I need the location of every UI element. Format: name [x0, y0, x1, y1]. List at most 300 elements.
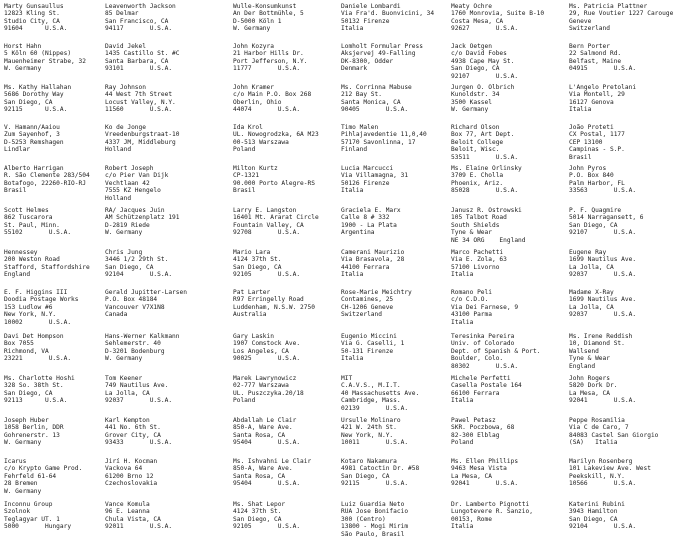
entry-name: Madame X-Ray	[569, 289, 614, 296]
address-line: New York, N.Y.	[4, 311, 57, 319]
address-line: P.O. Box 48184	[105, 296, 158, 304]
entry-name: John Kramer	[233, 84, 274, 91]
address-line: Lungotevere R. Sanzio,	[451, 508, 533, 516]
address-line: 4981 Catoctin Dr. #58	[341, 465, 420, 473]
entry-name: Larry E. Langston	[233, 207, 297, 214]
address-line: Los Angeles, CA	[233, 347, 289, 355]
address-line: W. Germany	[105, 355, 143, 363]
address-line: 12823 Kling St.	[4, 10, 60, 18]
entry-name: Marek Lawrynowicz	[233, 375, 297, 382]
entry-name: Bern Porter	[569, 43, 610, 50]
address-line: 90405 U.S.A.	[341, 106, 409, 114]
address-line: San Diego, CA	[105, 263, 154, 271]
address-line: 82-300 Elblag	[451, 431, 500, 439]
address-line: 92708 U.S.A.	[233, 229, 301, 237]
address-line: An Der Bottmühle, 5	[233, 10, 304, 18]
address-line: Box 7055	[4, 340, 34, 348]
entry-name: Rose-Marie Meichtry	[341, 289, 412, 296]
address-line: Grover City, CA	[105, 431, 161, 439]
address-entry	[105, 375, 235, 405]
entry-name: Chris Jung	[105, 249, 143, 256]
address-line: 92105 U.S.A.	[233, 523, 301, 531]
address-line: 1907 Comstock Ave.	[233, 340, 301, 348]
entry-name: Ms. Ellen Phillips	[451, 458, 519, 465]
address-line: 300 (Centro)	[341, 515, 386, 523]
address-line: 5820 Dork Dr.	[569, 382, 618, 390]
entry-name: Dr. Lamberto Pignotti	[451, 501, 530, 508]
address-line: 1699 Nautilus Ave.	[569, 296, 637, 304]
address-line: 92104 U.S.A.	[105, 271, 173, 279]
address-line: 92037 U.S.A.	[569, 271, 637, 279]
address-line: W. Germany	[451, 106, 489, 114]
address-line: Via E. Zola, 63	[451, 256, 507, 264]
address-line: (SA) Italia	[569, 439, 618, 447]
address-entry	[105, 458, 235, 488]
address-line: England	[569, 362, 596, 370]
address-entry	[569, 458, 699, 488]
address-line: Finland	[341, 146, 368, 154]
address-line: Poland	[451, 439, 474, 447]
address-line: Phoenix, Ariz.	[451, 179, 504, 187]
address-line: c/o Pier Van Dijk	[105, 172, 169, 180]
address-entry	[451, 289, 581, 326]
address-line: 9463 Mesa Vista	[451, 465, 507, 473]
address-line: 92113 U.S.A.	[4, 397, 68, 405]
address-line: 91604 U.S.A.	[4, 25, 68, 33]
address-line: 95404 U.S.A.	[233, 480, 301, 488]
address-line: R97 Erringelly Road	[233, 296, 304, 304]
address-line: Italia	[451, 523, 474, 531]
address-line: Fehrfeld 61-64	[4, 472, 57, 480]
address-entry	[569, 165, 699, 195]
address-line: 16127 Genova	[569, 98, 614, 106]
address-line: 4337 JM, Middleburg	[105, 138, 176, 146]
entry-name: Peppe Rosamilia	[569, 417, 625, 424]
address-line: D-2819 Riede	[105, 221, 150, 229]
address-line: Santa Monica, CA	[341, 98, 401, 106]
address-line: 90.000 Porto Alegre-RS	[233, 179, 315, 187]
entry-name: Leavenworth Jackson	[105, 3, 176, 10]
entry-name: Ms. Corrinna Mabuse	[341, 84, 412, 91]
address-line: Box 77, Art Dept.	[451, 131, 515, 139]
address-line: La Mesa, CA	[451, 472, 492, 480]
address-line: 1435 Castillo St. #C	[105, 50, 180, 58]
address-line: 57170 Savonlinna, 17	[341, 138, 416, 146]
address-line: Via Montell, 29	[569, 91, 625, 99]
address-entry	[451, 207, 581, 244]
address-line: 29, Rue Voutier 1227 Carouge	[569, 10, 674, 18]
entry-name: Pawel Petasz	[451, 417, 496, 424]
address-entry	[569, 84, 699, 114]
address-entry	[105, 333, 235, 363]
address-line: Poland	[233, 397, 256, 405]
entry-name: Timo Malen	[341, 124, 379, 131]
address-line: CX Postal, 1177	[569, 131, 625, 139]
address-entry	[451, 333, 581, 370]
address-line: 92115 U.S.A.	[4, 106, 68, 114]
entry-name: Vance Komula	[105, 501, 150, 508]
address-line: 11560 U.S.A.	[105, 106, 173, 114]
address-line: 44100 Ferrara	[341, 263, 390, 271]
address-line: 3500 Kassel	[451, 98, 492, 106]
address-line: Santa Rosa, CA	[233, 431, 286, 439]
address-entry	[105, 124, 235, 154]
address-line: CH-1206 Geneve	[341, 303, 394, 311]
address-line: 441 No. 6th St.	[105, 424, 161, 432]
address-line: Italia	[341, 355, 364, 363]
address-line: Santa Rosa, CA	[233, 472, 286, 480]
address-line: Argentina	[341, 229, 375, 237]
address-line: Teglagyar UT. 1	[4, 515, 60, 523]
address-line: Czechoslovakia	[105, 480, 158, 488]
address-line: R. São Clemente 283/504	[4, 172, 90, 180]
address-line: CP-1321	[233, 172, 260, 180]
entry-name: Katerini Rubini	[569, 501, 625, 508]
address-line: 11777 U.S.A.	[233, 65, 301, 73]
address-line: 10011 U.S.A.	[341, 439, 409, 447]
address-entry	[451, 249, 581, 279]
entry-name: Gary Laskin	[233, 333, 274, 340]
address-line: 66100 Ferrara	[451, 389, 500, 397]
address-line: San Diego, CA	[4, 389, 53, 397]
entry-name: Marco Pachetti	[451, 249, 504, 256]
entry-name: RA/ Jacques Juin	[105, 207, 165, 214]
address-line: UL. Puszczyka.20/18	[233, 389, 304, 397]
address-entry	[105, 165, 235, 202]
entry-name: Hans-Werner Kalkmann	[105, 333, 180, 340]
address-entry	[451, 165, 581, 195]
address-line: Brasil	[4, 187, 27, 195]
address-line: Santa Barbara, CA	[105, 57, 169, 65]
address-line: 50132 Firenze	[341, 17, 390, 25]
address-line: RUA Jose Bonifacio	[341, 508, 409, 516]
entry-name: Richard Olson	[451, 124, 500, 131]
address-line: San Diego, CA	[4, 98, 53, 106]
address-line: 02139 U.S.A.	[341, 404, 409, 412]
entry-name: Jirí H. Kocman	[105, 458, 158, 465]
address-line: 92011 U.S.A.	[105, 523, 173, 531]
entry-name: P. F. Quagmire	[569, 207, 622, 214]
address-line: 33563 U.S.A.	[569, 187, 637, 195]
address-line: c/o C.D.O.	[451, 296, 489, 304]
address-line: Zum Sayenhof, 3	[4, 131, 60, 139]
address-line: 1900 - La Plata	[341, 221, 397, 229]
entry-name: Joseph Huber	[4, 417, 49, 424]
entry-name: Ms. Shat Lepor	[233, 501, 286, 508]
address-line: Richmond, VA	[4, 347, 49, 355]
address-entry	[569, 375, 699, 405]
address-line: Lindlar	[4, 146, 31, 154]
address-line: San Diego, CA	[341, 472, 390, 480]
address-line: Via Villamagna, 31	[341, 172, 409, 180]
address-line: 95404 U.S.A.	[233, 439, 301, 447]
address-entry	[569, 501, 699, 531]
address-line: Brasil	[233, 187, 256, 195]
address-line: Contamines, 25	[341, 296, 394, 304]
address-line: 23221 U.S.A.	[4, 355, 72, 363]
address-line: 85 Delmar	[105, 10, 139, 18]
address-line: Univ. of Colorado	[451, 340, 515, 348]
address-line: Dept. of Spanish & Port.	[451, 347, 541, 355]
address-line: South Shields	[451, 221, 500, 229]
address-line: 328 So. 38th St.	[4, 382, 64, 390]
address-line: 50126 Firenze	[341, 179, 390, 187]
address-line: Italia	[341, 25, 364, 33]
address-entry	[451, 417, 581, 447]
entry-name: Ida Krol	[233, 124, 263, 131]
address-line: NE 34 ORG England	[451, 236, 526, 244]
address-line: AM Schützenplatz 191	[105, 214, 180, 222]
address-line: 92037 U.S.A.	[569, 311, 637, 319]
address-line: Holland	[105, 146, 132, 154]
address-line: Palm Harbor, FL	[569, 179, 625, 187]
address-line: Calle 8 # 332	[341, 214, 390, 222]
address-line: Via Dei Farnese, 9	[451, 303, 519, 311]
address-line: Switzerland	[341, 311, 382, 319]
address-line: Gohrenerstr. 13	[4, 431, 60, 439]
address-line: 00153, Rome	[451, 515, 492, 523]
address-line: Kunoldstr. 34	[451, 91, 500, 99]
address-line: W. Germany	[4, 65, 42, 73]
address-line: Via G. Caselli, 1	[341, 340, 405, 348]
address-line: 1058 Berlin, DDR	[4, 424, 64, 432]
entry-name: Janusz R. Ostrowski	[451, 207, 522, 214]
address-line: Vreedenburgstraat-10	[105, 131, 180, 139]
address-line: 04915 U.S.A.	[569, 65, 637, 73]
address-line: Casella Postale 164	[451, 382, 522, 390]
address-line: 93101 U.S.A.	[105, 65, 173, 73]
address-entry	[451, 375, 581, 405]
address-entry	[105, 289, 235, 319]
address-line: D-5000 Köln 1	[233, 17, 282, 25]
address-line: W. Germany	[4, 439, 42, 447]
address-line: Doodia Postage Works	[4, 296, 79, 304]
entry-name: Marilyn Rosenberg	[569, 458, 633, 465]
address-entry	[569, 124, 699, 161]
address-line: Holland	[105, 194, 132, 202]
address-line: Cambridge, Mass.	[341, 397, 401, 405]
address-entry	[451, 84, 581, 114]
address-line: Tyne & Wear	[569, 355, 610, 363]
address-line: 57100 Livorno	[451, 263, 500, 271]
address-line: W. Germany	[233, 25, 271, 33]
entry-name: Camerani Maurizio	[341, 249, 405, 256]
entry-name: Marty Gunsaullus	[4, 3, 64, 10]
address-entry	[569, 3, 699, 33]
entry-name: Graciela E. Marx	[341, 207, 401, 214]
address-line: SKR. Poczbowa, 68	[451, 424, 515, 432]
entry-name: Alberto Harrigan	[4, 165, 64, 172]
address-line: 92105 U.S.A.	[233, 271, 301, 279]
address-line: 85028 U.S.A.	[451, 187, 519, 195]
entry-name: Lomholt Formular Press	[341, 43, 423, 50]
address-line: Studio City, CA	[4, 17, 60, 25]
address-line: Canada	[105, 311, 128, 319]
address-line: 3709 E. Cholla	[451, 172, 504, 180]
address-line: Wallsend	[569, 347, 599, 355]
address-line: W. Germany	[4, 487, 42, 495]
address-line: C.A.V.S., M.I.T.	[341, 382, 401, 390]
address-line: Botafogo, 22260-RIO-RJ	[4, 179, 86, 187]
address-line: Vackova 64	[105, 465, 143, 473]
address-line: Port Jefferson, N.Y.	[233, 57, 308, 65]
entry-name: Davi Det Hompson	[4, 333, 64, 340]
address-line: Aksjervej 49-Falling	[341, 50, 416, 58]
entry-name: Abdallah Le Clair	[233, 417, 297, 424]
entry-name: Daniele Lombardi	[341, 3, 401, 10]
entry-name: Ms. Kathy Hallahan	[4, 84, 72, 91]
address-line: 92107 U.S.A.	[451, 72, 519, 80]
address-entry	[569, 207, 699, 237]
address-line: England	[4, 271, 31, 279]
address-line: Brasil	[569, 153, 592, 161]
address-line: Via Brasavola, 28	[341, 256, 405, 264]
address-line: 13800 - Mogi Mirim	[341, 523, 409, 531]
address-entry	[105, 417, 235, 447]
address-line: 28 Bremen	[4, 480, 38, 488]
entry-name: Inconnu Group	[4, 501, 53, 508]
address-line: Via C de Caro, 7	[569, 424, 629, 432]
address-line: New York, N.Y.	[341, 431, 394, 439]
address-line: Italia	[341, 271, 364, 279]
address-line: 850-A, Ware Ave.	[233, 465, 293, 473]
address-line: Campinas - S.P.	[569, 146, 625, 154]
address-line: Oberlin, Ohio	[233, 98, 282, 106]
entry-name: Lucia Marcucci	[341, 165, 394, 172]
address-line: 61200 Brno 12	[105, 472, 154, 480]
address-line: 749 Nautilus Ave.	[105, 382, 169, 390]
address-line: Vechtlaan 42	[105, 179, 150, 187]
entry-name: João Proteti	[569, 124, 614, 131]
address-line: 94117 U.S.A.	[105, 25, 173, 33]
address-line: 3943 Hamilton	[569, 508, 618, 516]
address-line: Italia	[569, 106, 592, 114]
entry-name: Eugenio Miccini	[341, 333, 397, 340]
address-line: 92115 U.S.A.	[341, 480, 409, 488]
address-entry	[569, 249, 699, 279]
address-line: 101 Lakeview Ave. West	[569, 465, 651, 473]
address-line: Italia	[451, 318, 474, 326]
address-line: 5014 Narragansett, 6	[569, 214, 644, 222]
entry-name: Icarus	[4, 458, 27, 465]
address-line: Denmark	[341, 65, 368, 73]
address-line: 92104 U.S.A.	[569, 523, 637, 531]
address-line: 84083 Castel San Giorgio	[569, 431, 659, 439]
address-entry	[451, 43, 581, 80]
entry-name: Ko de Jonge	[105, 124, 146, 131]
address-line: 10566 U.S.A.	[569, 480, 637, 488]
address-line: c/o Krypto Game Prod.	[4, 465, 83, 473]
address-line: 96 E. Leanna	[105, 508, 150, 516]
address-line: 80302 U.S.A.	[451, 362, 519, 370]
address-line: 5000 Hungary	[4, 523, 72, 531]
address-entry	[569, 333, 699, 370]
entry-name: Jurgen O. Olbrich	[451, 84, 515, 91]
address-line: 4124 37th St.	[233, 256, 282, 264]
address-line: Fountain Valley, CA	[233, 221, 304, 229]
address-line: San Diego, CA	[233, 515, 282, 523]
address-entry	[451, 501, 581, 531]
entry-name: Kotaro Nakamura	[341, 458, 397, 465]
address-line: 02-777 Warszawa	[233, 382, 289, 390]
address-line: 50-131 Firenze	[341, 347, 394, 355]
address-line: San Diego, CA	[569, 515, 618, 523]
address-line: San Diego, CA	[233, 263, 282, 271]
address-line: DK-8300, Odder	[341, 57, 394, 65]
address-line: UL. Nowogrodzka, 6A M23	[233, 131, 319, 139]
address-line: Tyne & Wear	[451, 229, 492, 237]
entry-name: E. F. Higgins III	[4, 289, 68, 296]
entry-name: Ms. Patricia Plattner	[569, 3, 648, 10]
address-line: 4124 37th St.	[233, 508, 282, 516]
address-line: 00-513 Warszawa	[233, 138, 289, 146]
entry-name: MIT	[341, 375, 353, 382]
address-entry	[105, 501, 235, 531]
entry-name: Ms. Elaine Orlinsky	[451, 165, 522, 172]
entry-name: John Pyros	[569, 165, 607, 172]
address-line: 92627 U.S.A.	[451, 25, 519, 33]
address-line: Italia	[341, 187, 364, 195]
address-entry	[451, 458, 581, 488]
address-line: 92107 U.S.A.	[569, 229, 637, 237]
address-line: 90025 U.S.A.	[233, 355, 301, 363]
address-entry	[105, 43, 235, 73]
address-line: 92041 U.S.A.	[451, 480, 519, 488]
address-entry	[105, 84, 235, 114]
entry-name: Tom Keener	[105, 375, 143, 382]
address-entry	[451, 124, 581, 161]
address-line: Locust Valley, N.Y.	[105, 98, 176, 106]
address-line: Geneve	[569, 17, 592, 25]
address-line: Luddenham, N.S.W. 2750	[233, 303, 315, 311]
address-line: 43100 Parma	[451, 311, 492, 319]
address-line: 55102 U.S.A.	[4, 229, 72, 237]
entry-name: Mario Lara	[233, 249, 271, 256]
entry-name: L'Angelo Pretolani	[569, 84, 637, 91]
address-line: D-5253 Remshagen	[4, 138, 64, 146]
address-line: 92037 U.S.A.	[105, 397, 173, 405]
entry-name: Ms. Charlotte Hoshi	[4, 375, 75, 382]
address-line: Beloit, Wisc.	[451, 146, 500, 154]
address-line: Mauenheimer Strabe, 32	[4, 57, 86, 65]
address-line: 44074 U.S.A.	[233, 106, 301, 114]
entry-name: Wulle-Konsumkunst	[233, 3, 297, 10]
address-line: CEP 13100	[569, 138, 603, 146]
address-line: São Paulo, Brasil	[341, 530, 405, 538]
address-line: San Diego, CA	[569, 221, 618, 229]
address-line: 10002 U.S.A.	[4, 318, 72, 326]
address-entry	[569, 289, 699, 319]
address-line: La Jolla, CA	[569, 303, 614, 311]
address-entry	[569, 43, 699, 73]
address-line: 1760 Monrovia, Suite B-10	[451, 10, 545, 18]
address-line: 850-A, Ware Ave.	[233, 424, 293, 432]
address-line: Costa Mesa, CA	[451, 17, 504, 25]
entry-name: Ms. Irene Reddish	[569, 333, 633, 340]
address-line: 92041 U.S.A.	[569, 397, 637, 405]
address-entry	[105, 3, 235, 33]
address-line: Chula Vista, CA	[105, 515, 161, 523]
address-line: P.O. Box 840	[569, 172, 614, 180]
address-line: 4938 Cape May St.	[451, 57, 515, 65]
entry-name: John Kozyra	[233, 43, 274, 50]
address-line: 16401 Mt. Ararat Circle	[233, 214, 319, 222]
entry-name: Meaty Ochre	[451, 3, 492, 10]
address-entry	[569, 417, 699, 447]
entry-name: V. Hamann/Aaiou	[4, 124, 60, 131]
entry-name: David Jekel	[105, 43, 146, 50]
address-line: 22 Salmond Rd.	[569, 50, 622, 58]
